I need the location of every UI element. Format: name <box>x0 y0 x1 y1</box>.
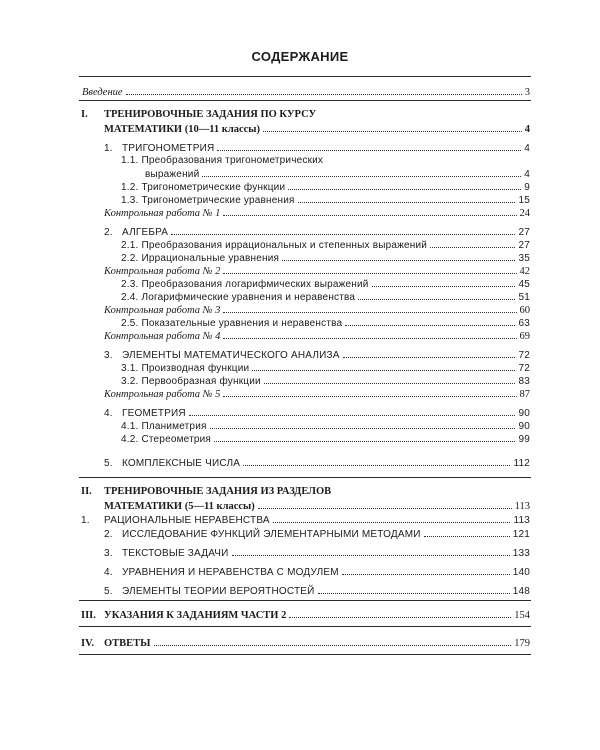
toc-entry-part-4[interactable]: IV. ОТВЕТЫ 179 <box>81 638 530 649</box>
toc-control-work-3[interactable]: Контрольная работа № 3 60 <box>104 305 530 316</box>
toc-item-1-1-cont[interactable]: выражений 4 <box>145 169 530 180</box>
toc-entry-part-2[interactable]: МАТЕМАТИКИ (5—11 классы) 113 <box>104 501 530 512</box>
divider <box>79 626 531 627</box>
toc-item-2-5[interactable]: 2.5. Показательные уравнения и неравенства 63 <box>121 318 530 329</box>
toc-control-work-4[interactable]: Контрольная работа № 4 69 <box>104 331 530 342</box>
toc-item-2-2[interactable]: 2.2. Иррациональные уравнения 35 <box>121 253 530 264</box>
bottom-rule <box>79 654 531 655</box>
toc-item-4-2[interactable]: 4.2. Стереометрия 99 <box>121 434 530 445</box>
part-number: II. <box>81 486 92 497</box>
toc-item-2-1[interactable]: 2.1. Преобразования иррациональных и степенных выражений 27 <box>121 240 530 251</box>
toc-item-4-1[interactable]: 4.1. Планиметрия 90 <box>121 421 530 432</box>
toc-part2-section-1[interactable]: 1. РАЦИОНАЛЬНЫЕ НЕРАВЕНСТВА 113 <box>81 515 530 526</box>
top-rule <box>79 76 531 77</box>
toc-section-4[interactable]: 4. ГЕОМЕТРИЯ 90 <box>104 408 530 419</box>
toc-entry-intro[interactable]: Введение 3 <box>82 87 530 98</box>
toc-item-2-3[interactable]: 2.3. Преобразования логарифмических выражений 45 <box>121 279 530 290</box>
toc-control-work-1[interactable]: Контрольная работа № 1 24 <box>104 208 530 219</box>
toc-item-1-1: 1.1. Преобразования тригонометрических <box>121 155 324 166</box>
toc-entry-part-1[interactable]: МАТЕМАТИКИ (10—11 классы) 4 <box>104 124 530 135</box>
part-title-line: ТРЕНИРОВОЧНЫЕ ЗАДАНИЯ ИЗ РАЗДЕЛОВ <box>104 486 332 497</box>
toc-control-work-5[interactable]: Контрольная работа № 5 87 <box>104 389 530 400</box>
toc-section-1[interactable]: 1. ТРИГОНОМЕТРИЯ 4 <box>104 143 530 154</box>
divider <box>79 600 531 601</box>
toc-item-1-2[interactable]: 1.2. Тригонометрические функции 9 <box>121 182 530 193</box>
toc-part2-section-3[interactable]: 3. ТЕКСТОВЫЕ ЗАДАЧИ 133 <box>104 548 530 559</box>
page-title: СОДЕРЖАНИЕ <box>251 49 349 64</box>
part-title-line: ТРЕНИРОВОЧНЫЕ ЗАДАНИЯ ПО КУРСУ <box>104 109 317 120</box>
toc-item-1-3[interactable]: 1.3. Тригонометрические уравнения 15 <box>121 195 530 206</box>
toc-item-2-4[interactable]: 2.4. Логарифмические уравнения и неравенства 51 <box>121 292 530 303</box>
toc-part2-section-2[interactable]: 2. ИССЛЕДОВАНИЕ ФУНКЦИЙ ЭЛЕМЕНТАРНЫМИ МЕТОДАМИ 121 <box>104 529 530 540</box>
divider <box>79 477 531 478</box>
toc-control-work-2[interactable]: Контрольная работа № 2 42 <box>104 266 530 277</box>
divider <box>79 100 531 101</box>
toc-part2-section-4[interactable]: 4. УРАВНЕНИЯ И НЕРАВЕНСТВА С МОДУЛЕМ 140 <box>104 567 530 578</box>
toc-section-2[interactable]: 2. АЛГЕБРА 27 <box>104 227 530 238</box>
toc-section-5[interactable]: 5. КОМПЛЕКСНЫЕ ЧИСЛА 112 <box>104 458 530 469</box>
toc-entry-part-3[interactable]: III. УКАЗАНИЯ К ЗАДАНИЯМ ЧАСТИ 2 154 <box>81 610 530 621</box>
toc-item-3-2[interactable]: 3.2. Первообразная функции 83 <box>121 376 530 387</box>
toc-section-3[interactable]: 3. ЭЛЕМЕНТЫ МАТЕМАТИЧЕСКОГО АНАЛИЗА 72 <box>104 350 530 361</box>
toc-item-3-1[interactable]: 3.1. Производная функции 72 <box>121 363 530 374</box>
toc-part2-section-5[interactable]: 5. ЭЛЕМЕНТЫ ТЕОРИИ ВЕРОЯТНОСТЕЙ 148 <box>104 586 530 597</box>
part-number: I. <box>81 109 88 120</box>
